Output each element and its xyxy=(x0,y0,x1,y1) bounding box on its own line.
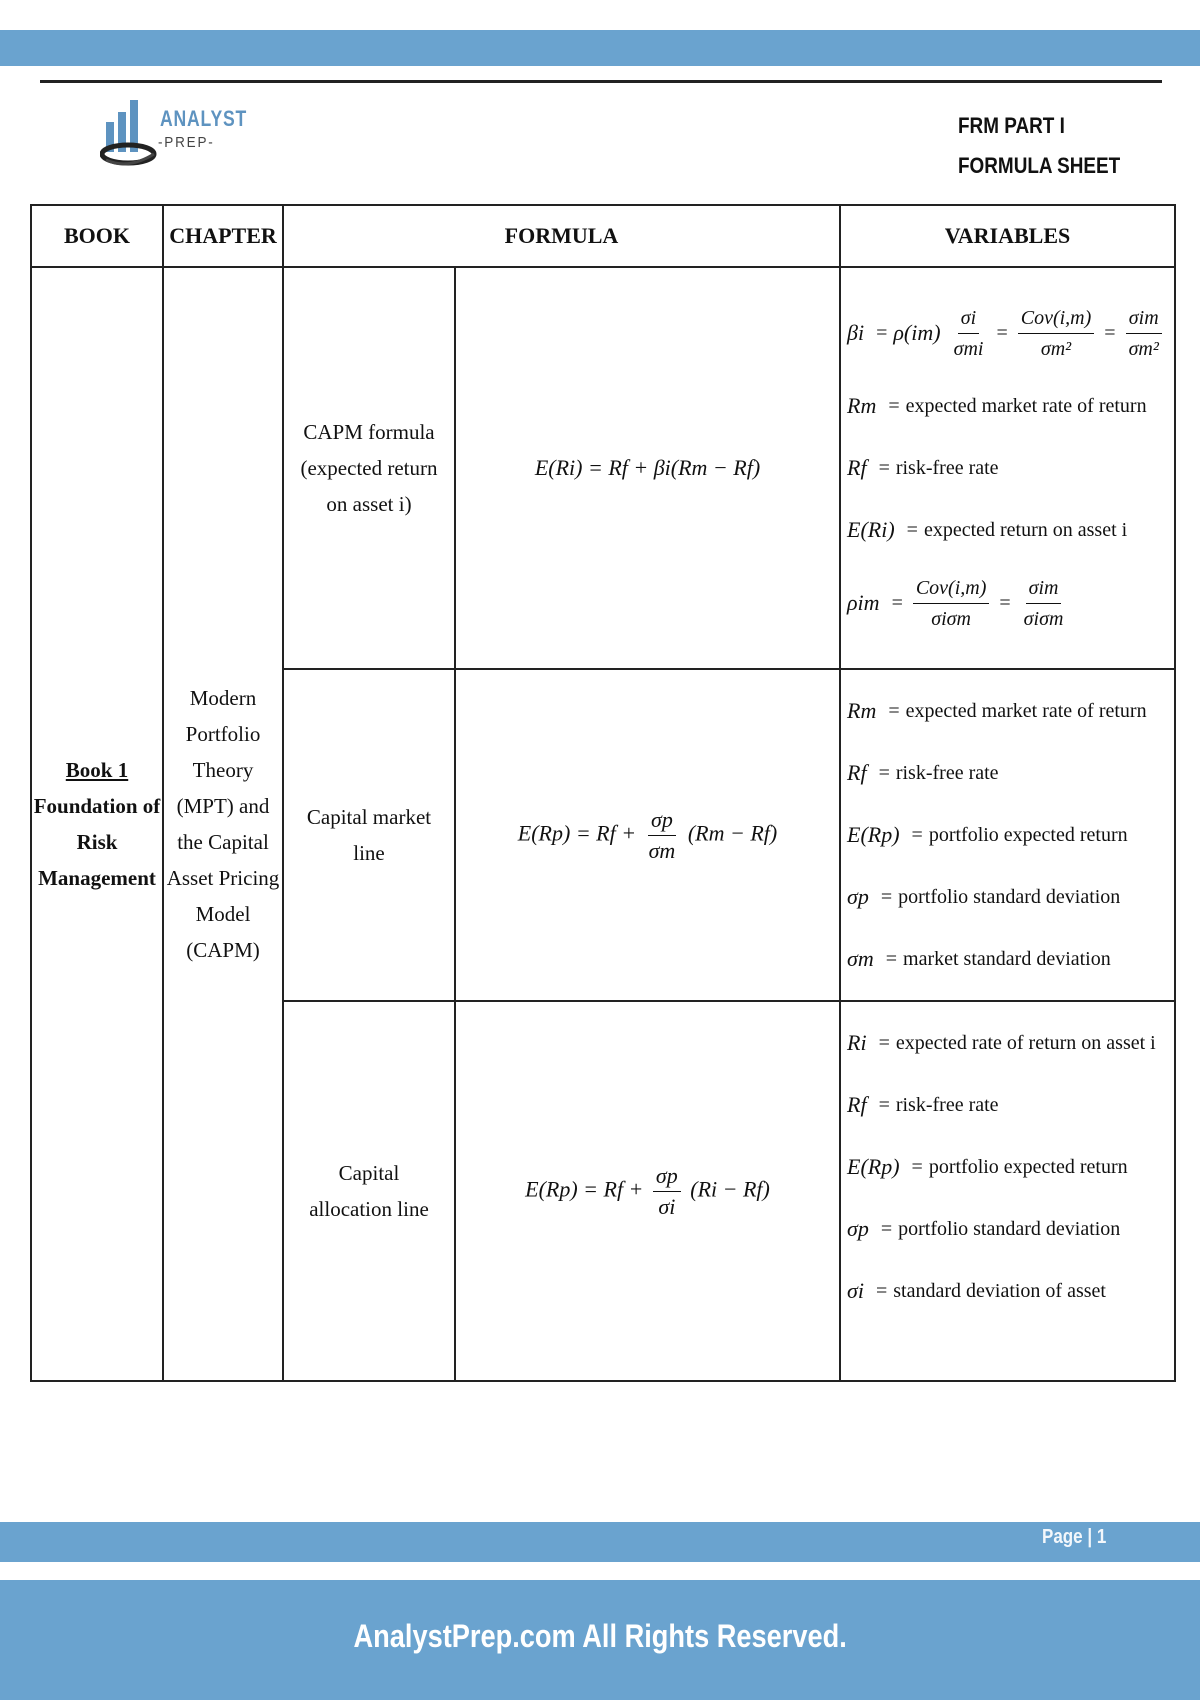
fraction-denominator: σmi xyxy=(953,337,984,360)
fraction-denominator: σiσm xyxy=(1023,607,1064,630)
variable-line: Rf = risk-free rate xyxy=(847,760,999,785)
variable-symbol: Rf xyxy=(847,455,867,480)
top-color-band xyxy=(0,30,1200,66)
heading-line-2: FORMULA SHEET xyxy=(958,153,1121,178)
bar-chart-logo-icon xyxy=(100,88,160,178)
variable-symbol: E(Rp) xyxy=(847,822,900,847)
variable-description: risk-free rate xyxy=(895,1093,999,1116)
fraction-numerator: Cov(i,m) xyxy=(1018,303,1095,334)
variables-cml xyxy=(840,669,1175,1001)
beta-fraction-2 xyxy=(1018,303,1095,364)
book-cell xyxy=(31,267,163,1381)
beta-fraction-3 xyxy=(1126,303,1162,364)
chapter-cell: Modern Portfolio Theory (MPT) and the Capital Asset Pricing Model (CAPM) xyxy=(163,267,283,1381)
fraction-denominator: σm² xyxy=(1128,337,1159,360)
analystprep-logo xyxy=(100,88,248,178)
fraction-numerator: σim xyxy=(1026,573,1062,604)
fraction-denominator: σm² xyxy=(1040,337,1072,360)
variable-symbol: σp xyxy=(847,884,869,909)
formula-name-capm: CAPM formula (expected return on asset i) xyxy=(283,267,455,669)
variable-line: Rf = risk-free rate xyxy=(847,455,999,480)
formula-capm: E(Ri) = Rf + βi(Rm − Rf) xyxy=(455,267,840,669)
variable-line: σp = portfolio standard deviation xyxy=(847,884,1121,909)
variable-line: E(Rp) = portfolio expected return xyxy=(847,1154,1128,1179)
header-rule xyxy=(40,80,1162,83)
fraction-numerator: σp xyxy=(648,805,676,836)
formula-fraction xyxy=(646,805,679,866)
table-row-capm xyxy=(31,267,1175,669)
variable-line: Rm = expected market rate of return xyxy=(847,698,1147,723)
variable-description: risk-free rate xyxy=(895,761,999,784)
rho-definition: ρim = $\frac{\text{Cov(i,m)}}{\text{σiσm}}$ = $\frac{\text{σim}}{\text{σiσm}}$ xyxy=(847,561,1168,645)
variable-description: portfolio expected return xyxy=(928,823,1128,846)
formula-name-cml: Capital market line xyxy=(283,669,455,1001)
variables-cal xyxy=(840,1001,1175,1381)
variable-description: portfolio expected return xyxy=(928,1155,1128,1178)
header-chapter: CHAPTER xyxy=(163,205,283,267)
page-number: Page | 1 xyxy=(1042,1526,1107,1548)
page-number-band xyxy=(0,1522,1200,1562)
fraction-numerator: σim xyxy=(1126,303,1162,334)
variable-description: standard deviation of asset xyxy=(893,1279,1106,1302)
formula-lhs: E(Rp) = Rf + xyxy=(517,820,637,846)
variable-line: Rf = risk-free rate xyxy=(847,1092,999,1117)
table-header-row xyxy=(31,205,1175,267)
footer-copyright-text: AnalystPrep.com All Rights Reserved. xyxy=(353,1618,847,1654)
variable-symbol: Rf xyxy=(847,760,867,785)
variable-line: Ri = expected rate of return on asset i xyxy=(847,1030,1156,1055)
fraction-numerator: σp xyxy=(653,1161,681,1192)
fraction-denominator: σi xyxy=(658,1193,676,1219)
formula-lhs: E(Rp) = Rf + xyxy=(525,1176,644,1202)
variable-description: market standard deviation xyxy=(903,947,1111,970)
variable-line: E(Rp) = portfolio expected return xyxy=(847,822,1128,847)
variable-symbol: Rm xyxy=(847,698,877,723)
book-number: Book 1 xyxy=(65,758,129,782)
variable-symbol: E(Rp) xyxy=(847,1154,900,1179)
heading-line-1: FRM PART I xyxy=(958,113,1065,138)
variable-symbol: Rm xyxy=(847,393,877,418)
rho-fraction-2 xyxy=(1021,573,1067,634)
beta-fraction-1 xyxy=(951,303,987,364)
book-title: Foundation of Risk Management xyxy=(33,794,161,890)
formula-rhs: (Rm − Rf) xyxy=(687,820,778,846)
variable-symbol: σi xyxy=(847,1278,864,1303)
fraction-denominator: σm xyxy=(648,837,676,863)
logo-text-analyst: ANALYST xyxy=(160,106,248,131)
variable-symbol: Rf xyxy=(847,1092,867,1117)
variable-symbol: Ri xyxy=(847,1030,867,1055)
formula-fraction xyxy=(653,1161,681,1222)
formula-table xyxy=(30,204,1176,1382)
fraction-numerator: Cov(i,m) xyxy=(913,573,990,604)
variable-line: σi = standard deviation of asset xyxy=(847,1278,1106,1303)
variable-symbol: σm xyxy=(847,946,874,971)
document-heading xyxy=(958,106,1178,186)
variable-description: portfolio standard deviation xyxy=(898,885,1121,908)
variable-line: Rm = expected market rate of return xyxy=(847,393,1147,418)
variable-description: expected rate of return on asset i xyxy=(895,1031,1156,1054)
formula-name-cal: Capital allocation line xyxy=(283,1001,455,1381)
rho-im-symbol: ρim xyxy=(847,590,880,615)
formula-rhs: (Ri − Rf) xyxy=(690,1176,770,1202)
variable-description: expected market rate of return xyxy=(905,394,1147,417)
logo-text-prep: -PREP- xyxy=(158,134,215,151)
fraction-numerator: σi xyxy=(958,303,979,334)
variable-symbol: E(Ri) xyxy=(847,517,895,542)
variable-description: portfolio standard deviation xyxy=(898,1217,1121,1240)
header-book: BOOK xyxy=(31,205,163,267)
beta-symbol: βi xyxy=(847,320,865,345)
variable-description: risk-free rate xyxy=(895,456,999,479)
variable-description: expected return on asset i xyxy=(923,518,1128,541)
formula-cml xyxy=(455,669,840,1001)
fraction-denominator: σiσm xyxy=(931,607,971,630)
variable-line: σm = market standard deviation xyxy=(847,946,1111,971)
variable-description: expected market rate of return xyxy=(905,699,1147,722)
header-variables: VARIABLES xyxy=(840,205,1175,267)
variable-line: E(Ri) = expected return on asset i xyxy=(847,517,1128,542)
variable-symbol: σp xyxy=(847,1216,869,1241)
header-formula: FORMULA xyxy=(283,205,840,267)
variables-capm xyxy=(840,267,1175,669)
rho-fraction-1 xyxy=(913,573,990,634)
formula-cal xyxy=(455,1001,840,1381)
variable-line: σp = portfolio standard deviation xyxy=(847,1216,1121,1241)
rho-symbol: ρ(im) xyxy=(893,320,941,345)
footer-copyright xyxy=(0,1618,1200,1655)
beta-definition: βi = ρ(im) $\frac{\sigma i}{\text{σmi}}$ = $\frac{\text{Cov(i,m)}}{\text{σm²}}$ = $\frac{\text{σim}}{\text{σm²}}$ xyxy=(847,291,1168,375)
